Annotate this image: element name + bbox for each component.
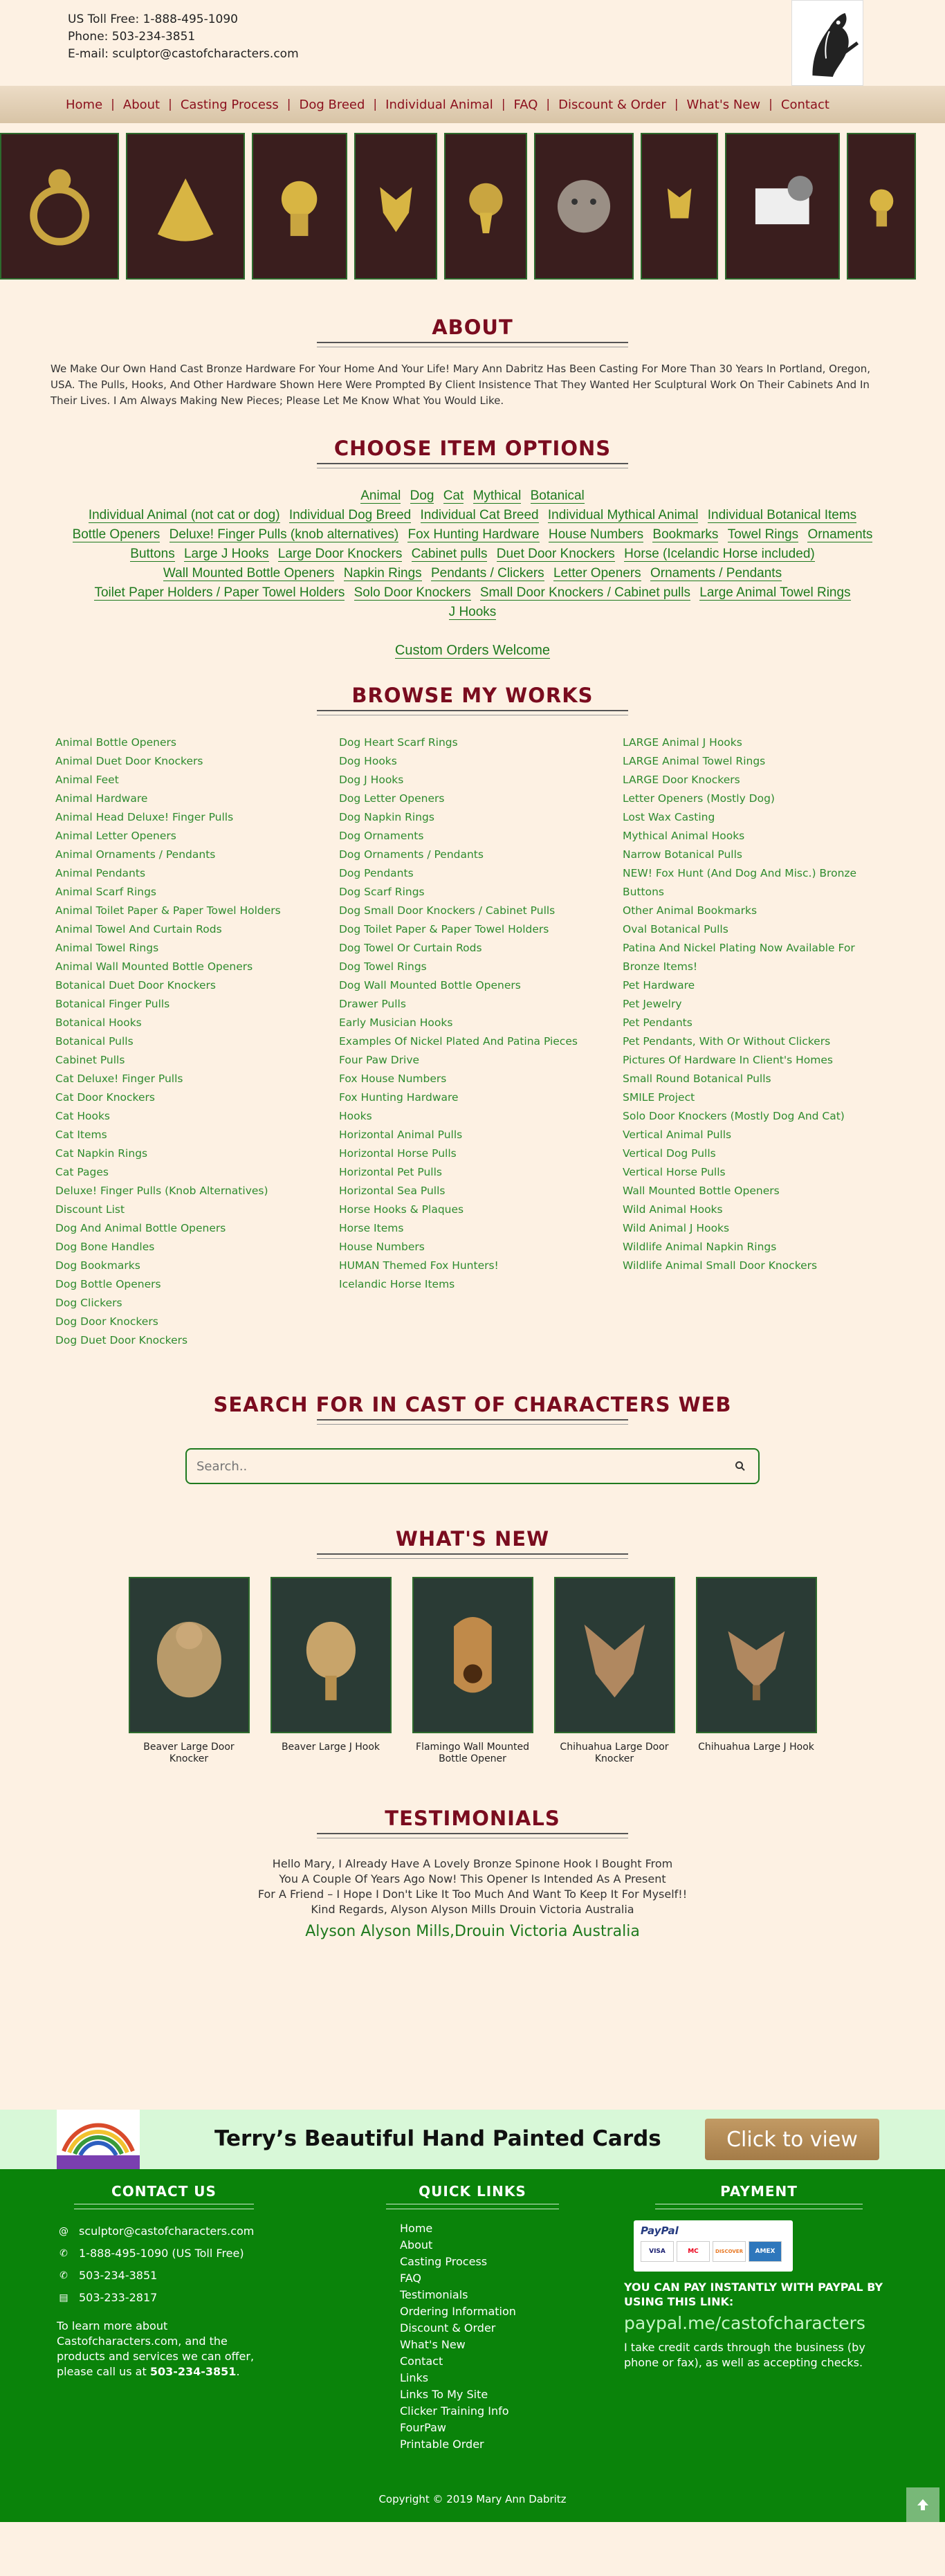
works-link[interactable]: LARGE Animal J Hooks (623, 736, 742, 749)
works-link[interactable]: LARGE Animal Towel Rings (623, 755, 766, 767)
option-link[interactable]: Dog (410, 488, 434, 503)
works-link[interactable]: Cat Items (55, 1129, 107, 1141)
about-heading (0, 316, 945, 347)
option-link[interactable]: Large Animal Towel Rings (699, 585, 851, 600)
heading-rule (317, 1419, 628, 1425)
works-link[interactable]: Wildlife Animal Small Door Knockers (623, 1259, 818, 1272)
search-heading (0, 1393, 945, 1425)
works-link[interactable]: Dog J Hooks (339, 774, 404, 786)
nav-separator: | (286, 98, 291, 111)
whats-new-caption[interactable]: Chihuahua Large J Hook (698, 1742, 814, 1753)
nav-separator: | (769, 98, 773, 111)
works-link[interactable]: Wall Mounted Bottle Openers (623, 1185, 780, 1197)
whats-new-item[interactable] (129, 1577, 250, 1765)
option-link[interactable]: Botanical (530, 488, 585, 503)
footer-link[interactable]: Links To My Site (400, 2388, 488, 2401)
option-link[interactable]: Large Door Knockers (277, 547, 403, 561)
works-link[interactable]: Examples Of Nickel Plated And Patina Pieces (339, 1035, 578, 1048)
works-link[interactable]: LARGE Door Knockers (623, 774, 740, 786)
works-link[interactable]: Botanical Duet Door Knockers (55, 979, 216, 992)
works-link[interactable]: Dog Bottle Openers (55, 1278, 161, 1290)
works-link[interactable]: Fox House Numbers (339, 1072, 447, 1085)
option-link[interactable]: Cabinet pulls (411, 547, 488, 561)
footer-link[interactable]: Ordering Information (400, 2305, 516, 2318)
works-link[interactable]: Four Paw Drive (339, 1054, 420, 1066)
whats-new-items (0, 1577, 945, 1765)
footer-link[interactable]: Testimonials (400, 2288, 468, 2301)
arrow-up-icon (915, 2497, 930, 2512)
option-link[interactable]: Bookmarks (652, 527, 719, 542)
works-link[interactable]: Dog Towel Rings (339, 960, 427, 973)
testimonials-heading (0, 1807, 945, 1838)
works-link[interactable]: Cat Deluxe! Finger Pulls (55, 1072, 183, 1085)
works-link[interactable]: Wild Animal J Hooks (623, 1222, 730, 1234)
site-header (0, 0, 945, 86)
works-link[interactable]: Patina And Nickel Plating Now Available For Bronze Items! (623, 942, 855, 973)
search-input[interactable] (196, 1459, 732, 1474)
gallery-image[interactable] (847, 133, 916, 280)
nav-separator: | (546, 98, 551, 111)
footer-link[interactable]: FourPaw (400, 2421, 446, 2434)
gallery-image[interactable] (444, 133, 527, 280)
cards-banner (0, 2110, 945, 2169)
whats-new-image[interactable] (412, 1577, 533, 1733)
works-link[interactable]: Animal Scarf Rings (55, 886, 156, 898)
works-link[interactable]: Vertical Dog Pulls (623, 1147, 716, 1160)
whats-new-image[interactable] (554, 1577, 675, 1733)
site-logo[interactable] (791, 0, 863, 86)
search-box (185, 1448, 760, 1484)
works-column-1 (47, 733, 331, 1350)
option-link[interactable]: Letter Openers (553, 566, 641, 581)
works-link[interactable]: Animal Hardware (55, 792, 148, 805)
gallery-image[interactable] (0, 133, 119, 280)
nav-separator: | (168, 98, 172, 111)
footer-contact (57, 2183, 271, 2379)
footer-link[interactable]: Clicker Training Info (400, 2404, 509, 2418)
nav-separator: | (501, 98, 506, 111)
whats-new-title: WHAT'S NEW (395, 1527, 550, 1551)
footer-phone: 503-234-3851 (79, 2269, 158, 2282)
works-column-3 (614, 733, 898, 1350)
footer-rule (655, 2204, 863, 2209)
footer-email-row[interactable] (57, 2220, 271, 2242)
works-link[interactable]: Botanical Hooks (55, 1016, 142, 1029)
works-link[interactable]: Drawer Pulls (339, 998, 406, 1010)
gallery-image[interactable] (534, 133, 634, 280)
works-link[interactable]: Horizontal Sea Pulls (339, 1185, 446, 1197)
works-link[interactable]: Dog Letter Openers (339, 792, 445, 805)
option-link[interactable]: Fox Hunting Hardware (407, 527, 540, 542)
whats-new-caption[interactable]: Beaver Large Door Knocker (143, 1742, 235, 1764)
about-text: We Make Our Own Hand Cast Bronze Hardware For Your Home And Your Life! Mary Ann Dabritz Has Been Casting For More Than 30 Years In Portland, Oregon, USA. The Pulls, Hooks, And Other Hardware Shown Here Were Prompted By Client Insistence That They Wanted Her Sculptural Work On Their Cabinets And In Their Lives. I Am Always Making New Pieces; Please Let Me Know What You Would Like. (51, 363, 871, 407)
phone-icon: ✆ (59, 2270, 68, 2281)
whats-new-image[interactable] (129, 1577, 250, 1733)
works-link[interactable]: Vertical Animal Pulls (623, 1129, 732, 1141)
nav-item[interactable]: Individual Animal (385, 97, 493, 112)
footer-link[interactable]: Discount & Order (400, 2321, 496, 2335)
works-title: BROWSE MY WORKS (351, 684, 594, 707)
works-link[interactable]: Horse Hooks & Plaques (339, 1203, 464, 1216)
option-link[interactable]: J Hooks (448, 605, 497, 619)
nav-item[interactable]: FAQ (513, 97, 538, 112)
option-link[interactable]: Animal (360, 488, 401, 503)
works-link[interactable]: Dog Ornaments (339, 830, 424, 842)
search-icon[interactable] (732, 1458, 749, 1474)
main-nav (0, 86, 945, 123)
cards-banner-title: Terry’s Beautiful Hand Painted Cards (214, 2126, 661, 2151)
paypal-link[interactable]: paypal.me/castofcharacters (624, 2313, 865, 2333)
option-link[interactable]: Small Door Knockers / Cabinet pulls (479, 585, 690, 600)
works-link[interactable]: Pet Hardware (623, 979, 695, 992)
options-heading (0, 437, 945, 468)
works-link[interactable]: Animal Towel And Curtain Rods (55, 923, 222, 935)
header-phone: Phone: 503-234-3851 (68, 30, 196, 44)
whats-new-caption[interactable]: Beaver Large J Hook (281, 1742, 380, 1753)
payment-note: I take credit cards through the business (by phone or fax), as well as accepting checks. (624, 2341, 865, 2369)
testimonial-line: For A Friend – I Hope I Don't Like It Too Much And Want To Keep It For Myself!! (257, 1888, 688, 1901)
works-link[interactable]: Mythical Animal Hooks (623, 830, 745, 842)
works-link[interactable]: Cat Pages (55, 1166, 109, 1178)
options-title: CHOOSE ITEM OPTIONS (333, 437, 612, 460)
footer-link[interactable]: FAQ (400, 2272, 421, 2285)
works-link[interactable]: Solo Door Knockers (Mostly Dog And Cat) (623, 1110, 845, 1122)
works-link[interactable]: Cat Door Knockers (55, 1091, 155, 1104)
header-toll-free: US Toll Free: 1-888-495-1090 (68, 12, 238, 26)
works-link[interactable]: Animal Ornaments / Pendants (55, 848, 216, 861)
works-link[interactable]: Animal Towel Rings (55, 942, 159, 954)
paypal-instructions: YOU CAN PAY INSTANTLY WITH PAYPAL BY USING THIS LINK: (624, 2281, 883, 2308)
footer-link[interactable]: Casting Process (400, 2255, 488, 2268)
works-link[interactable]: Small Round Botanical Pulls (623, 1072, 771, 1085)
option-link[interactable]: Pendants / Clickers (430, 566, 544, 581)
works-heading (0, 684, 945, 715)
works-link[interactable]: Animal Bottle Openers (55, 736, 176, 749)
option-link[interactable]: Individual Mythical Animal (547, 508, 699, 522)
works-link[interactable]: Lost Wax Casting (623, 811, 715, 823)
option-link[interactable]: Napkin Rings (343, 566, 422, 581)
testimonial-line: Hello Mary, I Already Have A Lovely Bronze Spinone Hook I Bought From (272, 1857, 673, 1870)
visa-icon: VISA (641, 2241, 674, 2262)
works-link[interactable]: Hooks (339, 1110, 372, 1122)
nav-item[interactable]: About (122, 97, 160, 112)
works-list (47, 733, 898, 1350)
heading-rule (317, 1833, 628, 1838)
works-link[interactable]: Deluxe! Finger Pulls (Knob Alternatives) (55, 1185, 268, 1197)
nav-item[interactable]: What's New (686, 97, 761, 112)
works-link[interactable]: Letter Openers (Mostly Dog) (623, 792, 775, 805)
horse-logo-icon (792, 1, 863, 85)
testimonial (0, 1856, 945, 1939)
gallery-image[interactable] (354, 133, 437, 280)
works-link[interactable]: Wild Animal Hooks (623, 1203, 723, 1216)
footer-rule (386, 2204, 559, 2209)
footer-fax: 503-233-2817 (79, 2291, 158, 2304)
footer-links-title: QUICK LINKS (419, 2183, 526, 2200)
amex-icon: AMEX (749, 2241, 782, 2262)
about-title: ABOUT (432, 316, 513, 339)
nav-separator: | (674, 98, 679, 111)
option-link[interactable]: Individual Animal (not cat or dog) (88, 508, 280, 522)
copyright: Copyright © 2019 Mary Ann Dabritz (378, 2493, 567, 2505)
whats-new-image[interactable] (270, 1577, 392, 1733)
nav-separator: | (111, 98, 115, 111)
footer-rule (74, 2204, 254, 2209)
option-link[interactable]: Duet Door Knockers (496, 547, 615, 561)
works-column-2 (331, 733, 614, 1350)
at-icon: @ (59, 2226, 68, 2237)
works-link[interactable]: Animal Duet Door Knockers (55, 755, 203, 767)
works-link[interactable]: Dog Pendants (339, 867, 414, 879)
search-title: SEARCH FOR IN CAST OF CHARACTERS WEB (213, 1393, 732, 1416)
works-link[interactable]: Animal Head Deluxe! Finger Pulls (55, 811, 234, 823)
whats-new-heading (0, 1527, 945, 1559)
works-link[interactable]: Botanical Pulls (55, 1035, 134, 1048)
works-link[interactable]: Dog Bone Handles (55, 1241, 155, 1253)
footer-link[interactable]: What's New (400, 2338, 466, 2351)
works-link[interactable]: Horizontal Horse Pulls (339, 1147, 457, 1160)
works-link[interactable]: Dog Bookmarks (55, 1259, 140, 1272)
works-link[interactable]: Horse Items (339, 1222, 404, 1234)
works-link[interactable]: Fox Hunting Hardware (339, 1091, 459, 1104)
footer-quick-links (379, 2183, 566, 2453)
works-link[interactable]: Dog Wall Mounted Bottle Openers (339, 979, 521, 992)
footer-payment-title: PAYMENT (720, 2183, 798, 2200)
footer-payment (624, 2183, 894, 2371)
gallery-image[interactable] (725, 133, 840, 280)
works-link[interactable]: Dog And Animal Bottle Openers (55, 1222, 226, 1234)
works-link[interactable]: Early Musician Hooks (339, 1016, 453, 1029)
whats-new-caption[interactable]: Chihuahua Large Door Knocker (560, 1742, 669, 1764)
works-link[interactable]: Animal Wall Mounted Bottle Openers (55, 960, 253, 973)
heading-rule (317, 342, 628, 347)
works-link[interactable]: Dog Hooks (339, 755, 397, 767)
works-link[interactable]: Dog Door Knockers (55, 1315, 158, 1328)
works-link[interactable]: Dog Duet Door Knockers (55, 1334, 188, 1346)
option-link[interactable]: Individual Cat Breed (420, 508, 539, 522)
discover-icon: DISCOVER (713, 2241, 746, 2262)
heading-rule (317, 1553, 628, 1559)
option-link[interactable]: Buttons (130, 547, 175, 561)
footer-link[interactable]: Contact (400, 2355, 443, 2368)
whats-new-image[interactable] (696, 1577, 817, 1733)
works-link[interactable]: Animal Toilet Paper & Paper Towel Holders (55, 904, 281, 917)
works-link[interactable]: Other Animal Bookmarks (623, 904, 758, 917)
product-gallery (0, 133, 945, 284)
option-link[interactable]: Wall Mounted Bottle Openers (163, 566, 335, 581)
option-link[interactable]: Towel Rings (727, 527, 799, 542)
footer-tollfree-row[interactable] (57, 2242, 271, 2265)
header-contact (68, 11, 299, 63)
whats-new-item[interactable] (412, 1577, 533, 1765)
header-email[interactable]: E-mail: sculptor@castofcharacters.com (68, 47, 299, 61)
option-link[interactable]: Individual Botanical Items (707, 508, 857, 522)
works-link[interactable]: Dog Small Door Knockers / Cabinet Pulls (339, 904, 556, 917)
works-link[interactable]: Icelandic Horse Items (339, 1278, 455, 1290)
footer-note: To learn more about Castofcharacters.com, and the products and services we can offer, please call us at 503-234-3851. (57, 2319, 255, 2378)
works-link[interactable]: Narrow Botanical Pulls (623, 848, 742, 861)
nav-item[interactable]: Dog Breed (299, 97, 365, 112)
footer-link[interactable]: About (400, 2238, 433, 2251)
option-link[interactable]: Solo Door Knockers (354, 585, 471, 600)
option-link[interactable]: House Numbers (548, 527, 644, 542)
testimonials-title: TESTIMONIALS (385, 1807, 560, 1830)
works-link[interactable]: Dog Clickers (55, 1297, 122, 1309)
works-link[interactable]: Cat Hooks (55, 1110, 110, 1122)
gallery-image[interactable] (641, 133, 718, 280)
works-link[interactable]: Animal Pendants (55, 867, 146, 879)
option-link[interactable]: Individual Dog Breed (288, 508, 412, 522)
testimonial-line: Kind Regards, Alyson Alyson Mills Drouin Victoria Australia (311, 1903, 634, 1916)
works-link[interactable]: Cabinet Pulls (55, 1054, 125, 1066)
painted-card-image (57, 2110, 140, 2169)
item-options (37, 486, 908, 622)
whats-new-item[interactable] (696, 1577, 817, 1765)
footer-contact-title: CONTACT US (111, 2183, 217, 2200)
nav-item[interactable]: Home (66, 97, 103, 112)
works-link[interactable]: Dog Towel Or Curtain Rods (339, 942, 482, 954)
works-link[interactable]: Botanical Finger Pulls (55, 998, 170, 1010)
whats-new-caption[interactable]: Flamingo Wall Mounted Bottle Opener (416, 1742, 529, 1764)
works-link[interactable]: Oval Botanical Pulls (623, 923, 728, 935)
works-link[interactable]: Dog Ornaments / Pendants (339, 848, 484, 861)
works-link[interactable]: Cat Napkin Rings (55, 1147, 148, 1160)
works-link[interactable]: HUMAN Themed Fox Hunters! (339, 1259, 499, 1272)
works-link[interactable]: Dog Toilet Paper & Paper Towel Holders (339, 923, 549, 935)
site-footer (0, 2169, 945, 2522)
works-link[interactable]: NEW! Fox Hunt (And Dog And Misc.) Bronze Buttons (623, 867, 857, 898)
gallery-image[interactable] (126, 133, 245, 280)
card-logos (641, 2241, 786, 2262)
footer-link[interactable]: Printable Order (400, 2438, 484, 2451)
works-link[interactable]: Pet Pendants, With Or Without Clickers (623, 1035, 831, 1048)
option-link[interactable]: Ornaments / Pendants (650, 566, 782, 581)
option-link[interactable]: Horse (Icelandic Horse included) (624, 547, 815, 561)
footer-link[interactable]: Links (400, 2371, 429, 2384)
option-link[interactable]: Ornaments (807, 527, 873, 542)
footer-phone-row[interactable] (57, 2265, 271, 2287)
option-link[interactable]: Bottle Openers (72, 527, 160, 542)
testimonial-author: Alyson Alyson Mills,Drouin Victoria Australia (305, 1923, 640, 1940)
works-link[interactable]: House Numbers (339, 1241, 425, 1253)
option-link[interactable]: Large J Hooks (183, 547, 269, 561)
whats-new-item[interactable] (270, 1577, 392, 1765)
paypal-acceptance-mark[interactable] (634, 2220, 793, 2272)
footer-tollfree: 1-888-495-1090 (US Toll Free) (79, 2247, 244, 2260)
paypal-logo: PayPal (641, 2225, 679, 2237)
whats-new-item[interactable] (554, 1577, 675, 1765)
footer-note-phone: 503-234-3851 (149, 2365, 237, 2378)
heading-rule (317, 710, 628, 715)
back-to-top-button[interactable] (906, 2487, 939, 2522)
works-link[interactable]: SMILE Project (623, 1091, 695, 1104)
option-link[interactable]: Mythical (472, 488, 522, 503)
click-to-view-button[interactable]: Click to view (705, 2119, 879, 2160)
works-link[interactable]: Pictures Of Hardware In Client's Homes (623, 1054, 833, 1066)
custom-orders-link[interactable]: Custom Orders Welcome (394, 643, 551, 658)
works-link[interactable]: Pet Pendants (623, 1016, 692, 1029)
works-link[interactable]: Animal Feet (55, 774, 119, 786)
works-link[interactable]: Dog Scarf Rings (339, 886, 425, 898)
nav-item[interactable]: Contact (780, 97, 829, 112)
testimonial-line: You A Couple Of Years Ago Now! This Opener Is Intended As A Present (279, 1872, 666, 1885)
footer-link[interactable]: Home (400, 2222, 433, 2235)
footer-note-text: To learn more about Castofcharacters.com, and the products and services we can offer, please call us at (57, 2319, 255, 2378)
works-link[interactable]: Discount List (55, 1203, 125, 1216)
nav-separator: | (373, 98, 378, 111)
works-link[interactable]: Vertical Horse Pulls (623, 1166, 726, 1178)
works-link[interactable]: Dog Heart Scarf Rings (339, 736, 458, 749)
option-link[interactable]: Cat (443, 488, 464, 503)
works-link[interactable]: Pet Jewelry (623, 998, 682, 1010)
option-link[interactable]: Deluxe! Finger Pulls (knob alternatives) (169, 527, 399, 542)
footer-fax-row (57, 2287, 271, 2309)
nav-item[interactable]: Casting Process (180, 97, 279, 112)
works-link[interactable]: Animal Letter Openers (55, 830, 176, 842)
option-link[interactable]: Toilet Paper Holders / Paper Towel Holders (94, 585, 345, 600)
footer-email: sculptor@castofcharacters.com (79, 2225, 255, 2238)
works-link[interactable]: Horizontal Pet Pulls (339, 1166, 442, 1178)
fax-icon: ▤ (59, 2292, 68, 2303)
works-link[interactable]: Horizontal Animal Pulls (339, 1129, 463, 1141)
heading-rule (317, 463, 628, 468)
works-link[interactable]: Wildlife Animal Napkin Rings (623, 1241, 777, 1253)
phone-icon: ✆ (59, 2248, 68, 2259)
mastercard-icon: MC (677, 2241, 710, 2262)
gallery-image[interactable] (252, 133, 347, 280)
footer-links-list (379, 2220, 566, 2453)
custom-orders (0, 643, 945, 659)
works-link[interactable]: Dog Napkin Rings (339, 811, 434, 823)
nav-item[interactable]: Discount & Order (558, 97, 666, 112)
